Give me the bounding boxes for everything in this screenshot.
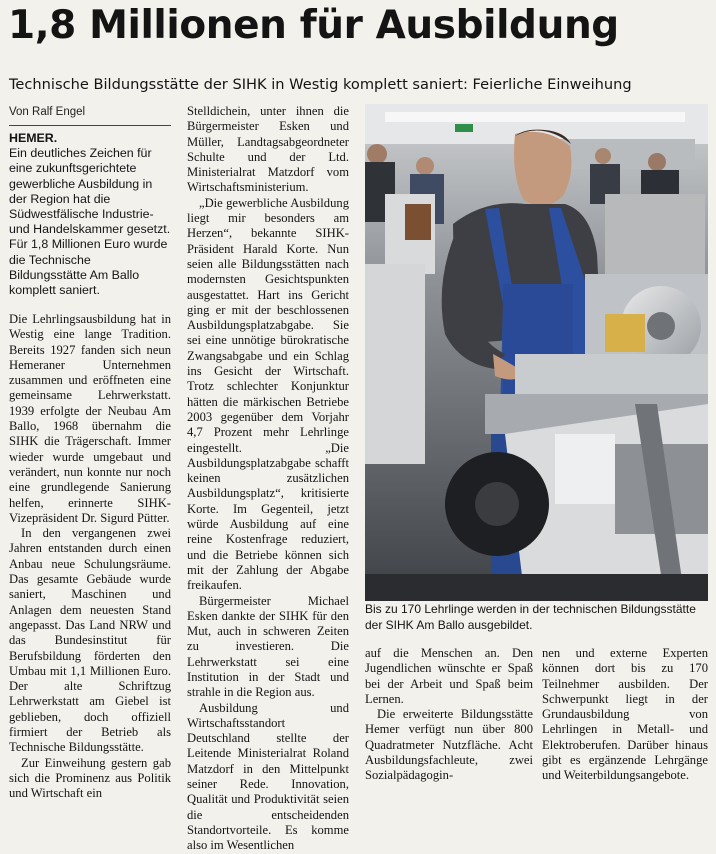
headline: 1,8 Millionen für Ausbildung: [8, 3, 619, 48]
byline: Von Ralf Engel: [9, 106, 86, 118]
lead-paragraph: [9, 131, 171, 298]
article-column-4: [542, 646, 708, 784]
paragraph: Ausbildung und Wirtschaftsstandort Deutschland stellte der Leitende Ministerialrat Roland Matzdorf in den Mittelpunkt seiner Rede. Innovation, Qualität und Produktivität seien die entscheidenden Standortvorteile. Es komme also im Wesentlichen: [187, 700, 349, 853]
lead-text: Ein deutliches Zeichen für eine zukunftsgerichtete gewerbliche Ausbildung in der Region hat die Südwestfälische Industrie- und Handelskammer gesetzt. Für 1,8 Millionen Euro wurde die Technische Bildungsstätte Am Ballo komplett saniert.: [9, 146, 171, 298]
paragraph: In den vergangenen zwei Jahren entstanden durch einen Anbau neue Schulungsräume. Das gesamte Gebäude wurde saniert, Maschinen und Anlagen dem neuesten Stand angepasst. Das Land NRW und das Bundesinstitut für Berufsbildung förderten den Umbau mit 1,1 Millionen Euro. Der alte Schriftzug Lehrwerkstatt am Giebel ist geblieben, doch offiziell firmiert der Betrieb als Technische Bildungsstätte.: [9, 526, 171, 755]
paragraph: auf die Menschen an. Den Jugendlichen wünschte er Spaß bei der Arbeit und Spaß beim Lernen.: [365, 646, 533, 706]
byline-divider: [9, 125, 171, 126]
lathe-workshop-illustration: [365, 104, 708, 601]
article-column-1: [9, 312, 171, 802]
paragraph: nen und externe Experten können dort bis zu 170 Teilnehmer ausbilden. Der Schwerpunkt liegt in der Grundausbildung von Lehrlingen in Metall- und Elektroberufen. Darüber hinaus gibt es ergänzende Lehrgänge und Weiterbildungsangebote.: [542, 646, 708, 783]
paragraph: Bürgermeister Michael Esken dankte der SIHK für den Mut, auch in schweren Zeiten zu investieren. Die Lehrwerkstatt sei eine Institution in der Stadt und strahle in die Region aus.: [187, 593, 349, 700]
paragraph: „Die gewerbliche Ausbildung liegt mir besonders am Herzen“, bekannte SIHK-Präsident Harald Korte. Nun seien alle Bildungsstätten nach modernsten Gesichtspunkten ausgestattet. Hart ins Gericht ging er mit der beschlossenen Ausbildungsplatzabgabe. Sie sei eine unnötige bürokratische Zwangsabgabe und ein Schlag ins Gesicht der Wirtschaft. Trotz schlechter Konjunktur hätten die märkischen Betriebe 2003 gegenüber dem Vorjahr 4,7 Prozent mehr Lehrlinge eingestellt. „Die Ausbildungsplatzabgabe schafft keinen zusätzlichen Ausbildungsplatz“, kritisierte Korte. Im Gegenteil, jetzt würde Ausbildung auf eine reine Kostenfrage reduziert, und die Betriebe können sich mit der Zahlung der Abgabe freikaufen.: [187, 195, 349, 593]
paragraph: Die Lehrlingsausbildung hat in Westig eine lange Tradition. Bereits 1927 fanden sich neun Hemeraner Unternehmen zusammen und eröffneten eine gemeinsame Lehrwerkstatt. 1939 erfolgte der Neubau Am Ballo, 1968 übernahm die SIHK die Trägerschaft. Immer wieder wurde umgebaut und verändert, nun konnte nur noch eine grundlegende Sanierung helfen, erinnerte SIHK-Vizepräsident Dr. Sigurd Pütter.: [9, 312, 171, 525]
article-photo: [365, 104, 708, 601]
photo-caption: Bis zu 170 Lehrlinge werden in der technischen Bildungsstätte der SIHK Am Ballo ausgebildet.: [365, 602, 696, 632]
paragraph: Zur Einweihung gestern gab sich die Prominenz aus Politik und Wirtschaft ein: [9, 755, 171, 801]
dateline: HEMER.: [9, 131, 58, 145]
paragraph: Die erweiterte Bildungsstätte Hemer verfügt nun über 800 Quadratmeter Nutzfläche. Acht Ausbildungsfachleute, zwei Sozialpädagogin-: [365, 707, 533, 783]
article-column-3: [365, 646, 533, 784]
article-column-2: [187, 104, 349, 854]
paragraph: Stelldichein, unter ihnen die Bürgermeister Esken und Müller, Landtagsabgeordneter Schulte und der Ltd. Ministerialrat Matzdorf vom Wirtschaftsministerium.: [187, 104, 349, 195]
subheadline: Technische Bildungsstätte der SIHK in Westig komplett saniert: Feierliche Einweihung: [9, 76, 632, 93]
